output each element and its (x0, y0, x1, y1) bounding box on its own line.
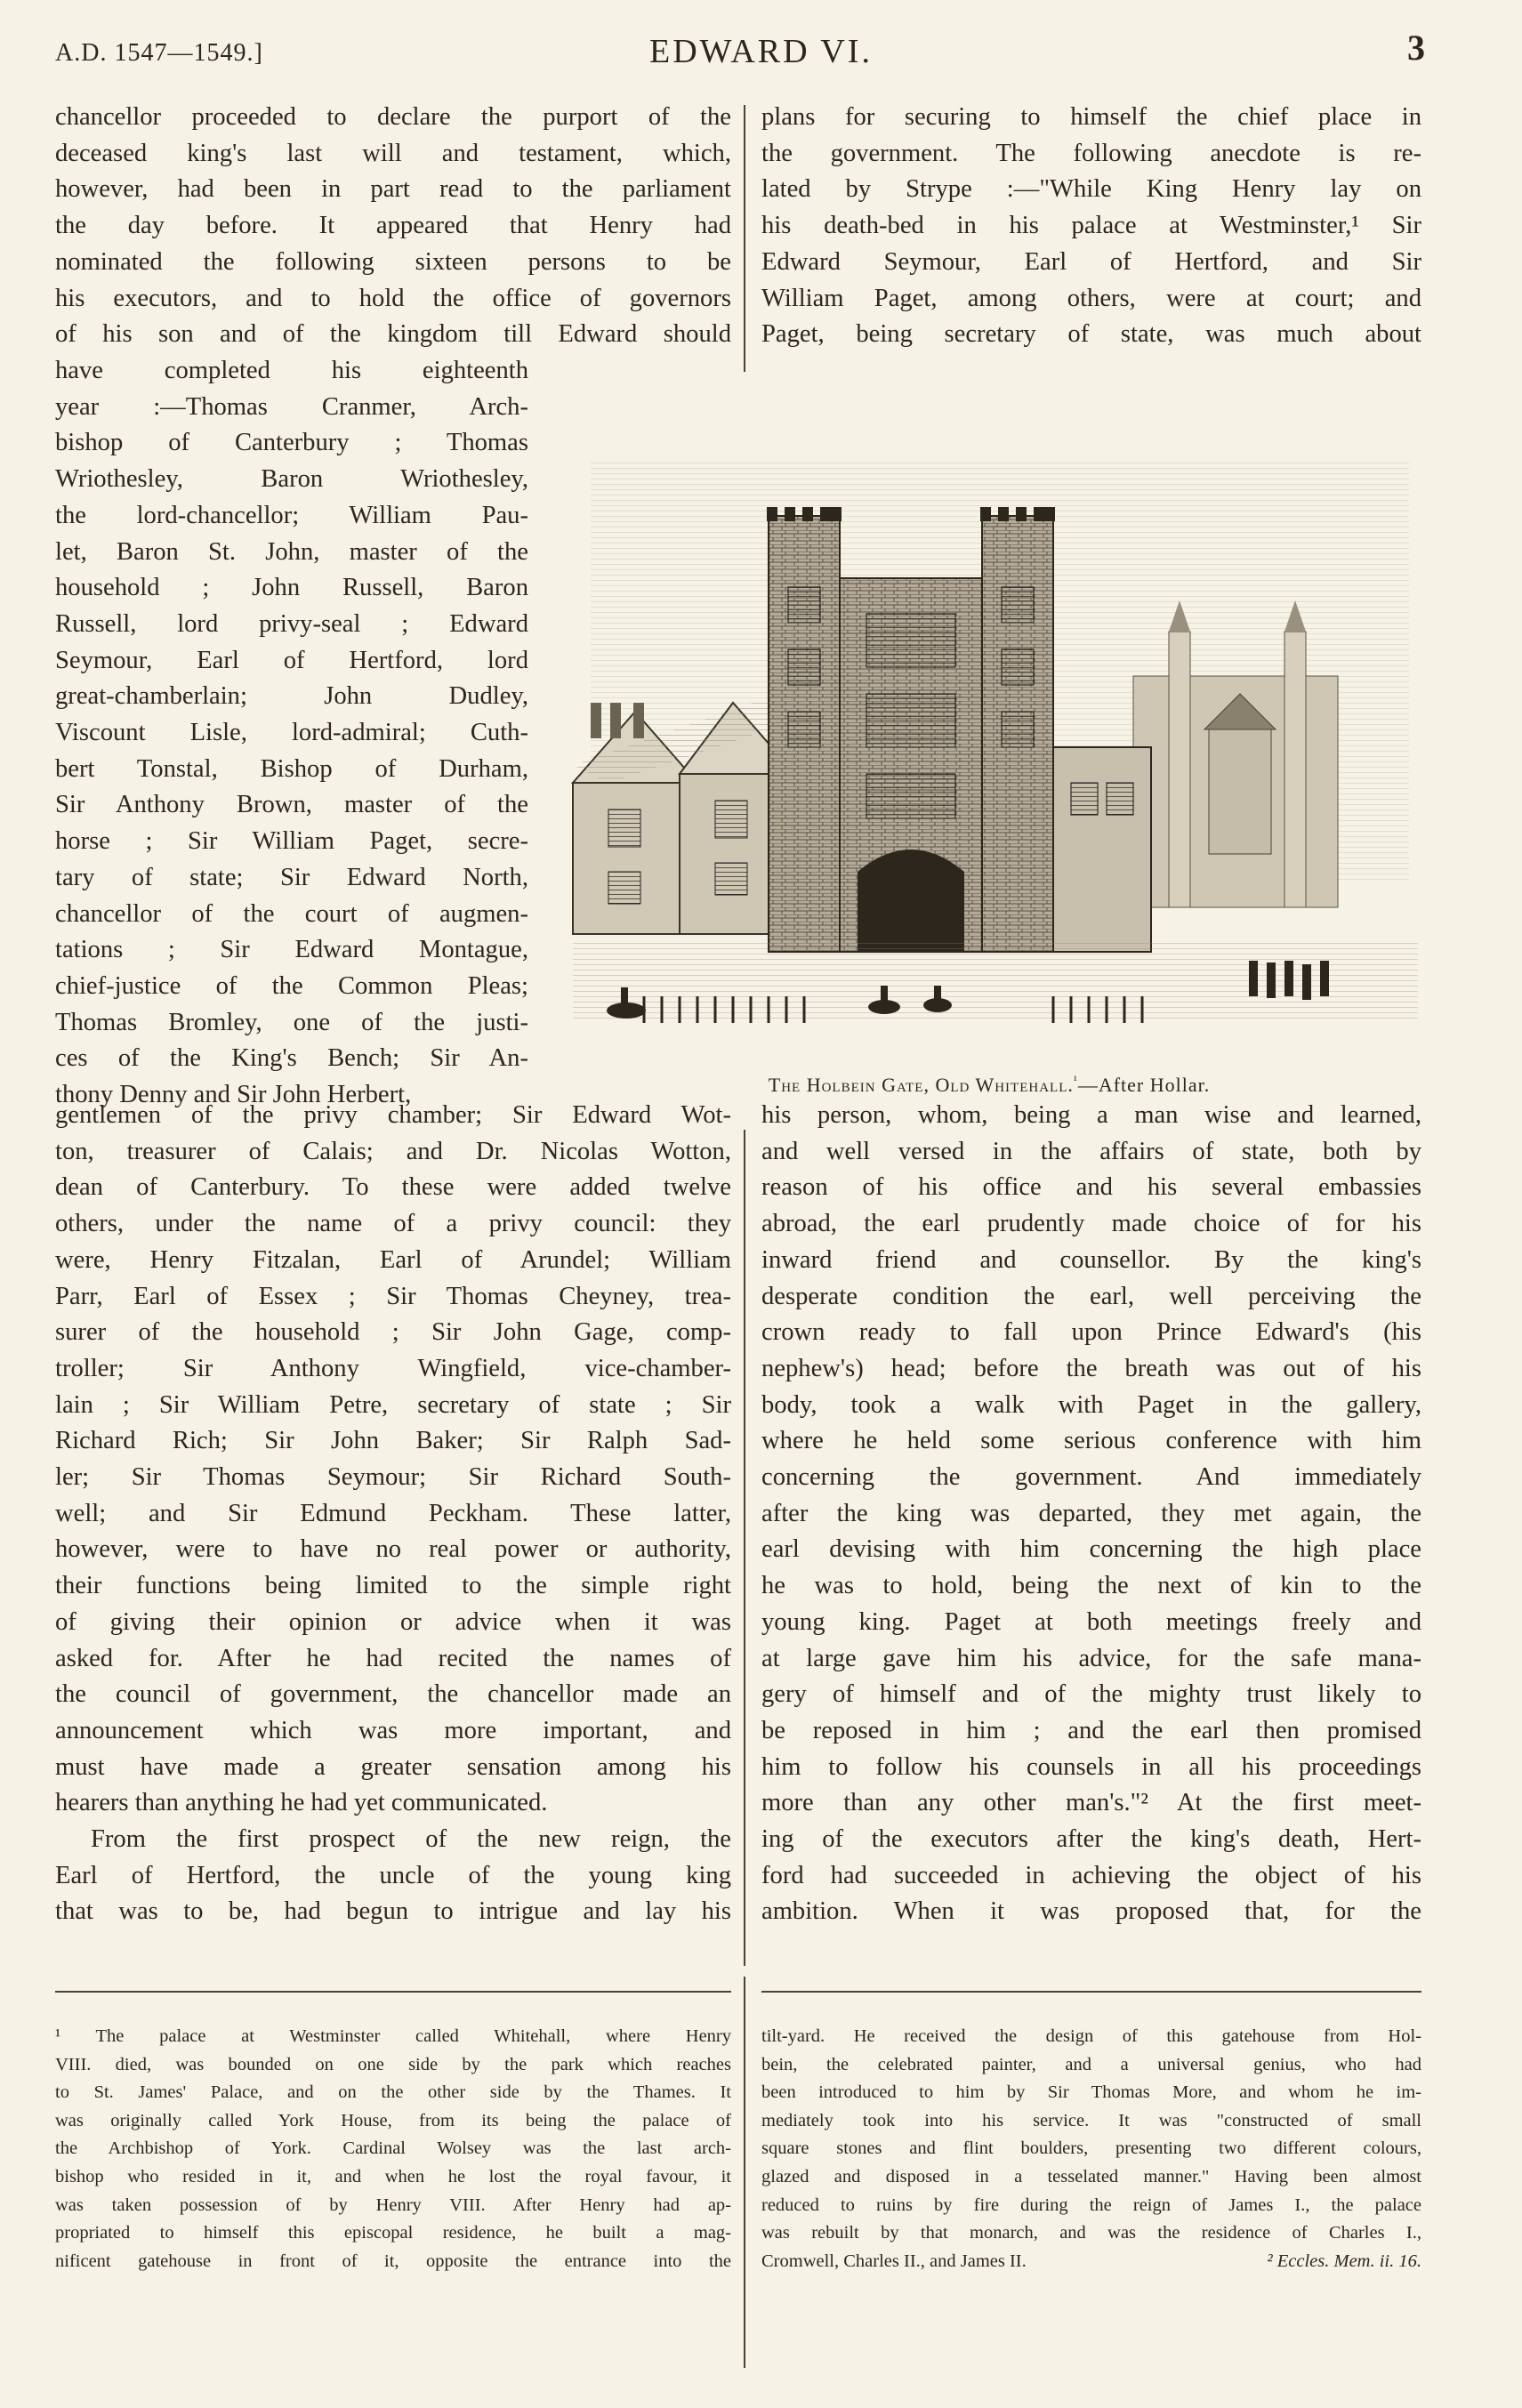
text-line: the Archbishop of York. Cardinal Wolsey was the last arch- (55, 2138, 731, 2159)
text-line: let, Baron St. John, master of the (55, 537, 528, 566)
text-line: crown ready to fall upon Prince Edward's (his (761, 1318, 1421, 1347)
text-line: plans for securing to himself the chief place in (761, 103, 1421, 131)
text-line: nominated the following sixteen persons to be (55, 247, 731, 276)
column-divider-top (744, 105, 745, 372)
footnote-last-line (761, 2248, 1421, 2276)
text-line: earl devising with him concerning the high place (761, 1535, 1421, 1564)
text-line: gery of himself and of the mighty trust likely to (761, 1680, 1421, 1709)
text-line: abroad, the earl prudently made choice of for his (761, 1210, 1421, 1238)
text-line: year :—Thomas Cranmer, Arch- (55, 392, 528, 421)
text-line: more than any other man's."² At the first meet- (761, 1789, 1421, 1817)
footnote-rule-left (55, 1991, 731, 1993)
text-line: inward friend and counsellor. By the king's (761, 1245, 1421, 1274)
text-line: young king. Paget at both meetings freely and (761, 1607, 1421, 1636)
footnote-last-text: Cromwell, Charles II., and James II. (761, 2251, 1027, 2271)
footnotes-left (55, 2023, 731, 2275)
text-line: Edward Seymour, Earl of Hertford, and Sir (761, 247, 1421, 276)
text-line: his executors, and to hold the office of governors (55, 284, 731, 312)
text-line: ing of the executors after the king's death, Hert- (761, 1825, 1421, 1854)
text-line: bein, the celebrated painter, and a universal genius, who had (761, 2054, 1421, 2074)
text-line: hearers than anything he had yet communicated. (55, 1789, 548, 1817)
text-line: asked for. After he had recited the names of (55, 1644, 731, 1672)
text-line: Parr, Earl of Essex ; Sir Thomas Cheyney, trea- (55, 1282, 731, 1310)
figure-holbein-gate (555, 409, 1423, 1067)
text-line: body, took a walk with Paget in the gallery, (761, 1390, 1421, 1419)
text-line: after the king was departed, they met again, the (761, 1499, 1421, 1527)
text-line: was taken possession of by Henry VIII. After Henry had ap- (55, 2195, 731, 2215)
text-line: reason of his office and his several embassies (761, 1173, 1421, 1202)
text-line: chancellor proceeded to declare the purport of the (55, 103, 731, 131)
text-line: lain ; Sir William Petre, secretary of state ; Sir (55, 1390, 731, 1419)
footnote-rule-right (761, 1991, 1421, 1993)
footnote-2-reference: ² Eccles. Mem. ii. 16. (1267, 2251, 1421, 2271)
column-left-bottom (55, 1098, 731, 1930)
text-line: troller; Sir Anthony Wingfield, vice-chamber- (55, 1354, 731, 1382)
text-line: reduced to ruins by fire during the reign of James I., the palace (761, 2195, 1421, 2215)
text-line: that was to be, had begun to intrigue and lay his (55, 1897, 731, 1926)
text-line: ambition. When it was proposed that, for the (761, 1897, 1421, 1926)
caption-title: The Holbein Gate, Old Whitehall. (768, 1074, 1074, 1096)
text-line: others, under the name of a privy council: they (55, 1210, 731, 1238)
text-line: to St. James' Palace, and on the other side by the Thames. It (55, 2082, 731, 2103)
caption-credit: —After Hollar. (1077, 1074, 1211, 1096)
text-line: Wriothesley, Baron Wriothesley, (55, 465, 528, 494)
text-line: nephew's) head; before the breath was out of his (761, 1354, 1421, 1382)
text-line: deceased king's last will and testament, which, (55, 139, 731, 167)
text-line: of giving their opinion or advice when it was (55, 1607, 731, 1636)
text-line: he was to hold, being the next of kin to the (761, 1572, 1421, 1600)
text-line: Russell, lord privy-seal ; Edward (55, 609, 528, 638)
text-line: Richard Rich; Sir John Baker; Sir Ralph Sad- (55, 1427, 731, 1455)
running-head-dates: A.D. 1547—1549.] (55, 39, 263, 67)
text-line: announcement which was more important, and (55, 1716, 731, 1744)
text-line: surer of the household ; Sir John Gage, comp- (55, 1318, 731, 1347)
text-line: well; and Sir Edmund Peckham. These latter, (55, 1499, 731, 1527)
text-line: thony Denny and Sir John Herbert, (55, 1081, 412, 1109)
text-line: however, were to have no real power or authority, (55, 1535, 731, 1564)
text-line: ford had succeeded in achieving the object of his (761, 1861, 1421, 1889)
caption-footnote-ref: ¹ (1073, 1073, 1078, 1087)
text-line: ler; Sir Thomas Seymour; Sir Richard South- (55, 1463, 731, 1492)
text-line: tations ; Sir Edward Montague, (55, 936, 528, 964)
column-left-narrow (55, 353, 528, 1114)
figure-caption (555, 1074, 1423, 1097)
text-line: and well versed in the affairs of state, both by (761, 1137, 1421, 1165)
text-line: chief-justice of the Common Pleas; (55, 971, 528, 1000)
text-line: glazed and disposed in a tesselated manner." Having been almost (761, 2166, 1421, 2187)
text-line: Thomas Bromley, one of the justi- (55, 1008, 528, 1036)
text-line: square stones and flint boulders, presenting two different colours, (761, 2138, 1421, 2159)
text-line: ces of the King's Bench; Sir An- (55, 1044, 528, 1073)
text-line: tary of state; Sir Edward North, (55, 863, 528, 891)
text-line: the day before. It appeared that Henry had (55, 212, 731, 240)
column-right-bottom (761, 1098, 1421, 1930)
text-line: Sir Anthony Brown, master of the (55, 791, 528, 819)
text-line: desperate condition the earl, well perceiving the (761, 1282, 1421, 1310)
text-line: bert Tonstal, Bishop of Durham, (55, 754, 528, 783)
text-line: his person, whom, being a man wise and learned, (761, 1101, 1421, 1129)
text-line: been introduced to him by Sir Thomas More, and whom he im- (761, 2082, 1421, 2103)
text-line: nificent gatehouse in front of it, opposite the entrance into the (55, 2251, 731, 2271)
page-number: 3 (1407, 28, 1426, 68)
text-line: horse ; Sir William Paget, secre- (55, 827, 528, 856)
text-line: him to follow his counsels in all his proceedings (761, 1752, 1421, 1781)
running-head-title: EDWARD VI. (649, 33, 873, 70)
text-line: Seymour, Earl of Hertford, lord (55, 646, 528, 674)
engraving-holbein-gate (555, 409, 1423, 1067)
column-left-top (55, 100, 731, 353)
text-line: Viscount Lisle, lord-admiral; Cuth- (55, 719, 528, 747)
text-line: household ; John Russell, Baron (55, 574, 528, 602)
text-line: was rebuilt by that monarch, and was the residence of Charles I., (761, 2223, 1421, 2243)
text-line: dean of Canterbury. To these were added twelve (55, 1173, 731, 1202)
text-line: was originally called York House, from its being the palace of (55, 2110, 731, 2130)
text-line: VIII. died, was bounded on one side by the park which reaches (55, 2054, 731, 2074)
text-line: Earl of Hertford, the uncle of the young king (55, 1861, 731, 1889)
text-line: bishop of Canterbury ; Thomas (55, 429, 528, 457)
column-right-top (761, 100, 1421, 353)
text-line: be reposed in him ; and the earl then promised (761, 1716, 1421, 1744)
text-line: great-chamberlain; John Dudley, (55, 682, 528, 711)
text-line: his death-bed in his palace at Westminster,¹ Sir (761, 212, 1421, 240)
text-line: of his son and of the kingdom till Edward should (55, 320, 731, 349)
text-line: tilt-yard. He received the design of this gatehouse from Hol- (761, 2026, 1421, 2046)
text-line: the lord-chancellor; William Pau- (55, 501, 528, 529)
text-line: were, Henry Fitzalan, Earl of Arundel; William (55, 1245, 731, 1274)
text-line: propriated to himself this episcopal residence, he built a mag- (55, 2223, 731, 2243)
text-line: bishop who resided in it, and when he lost the royal favour, it (55, 2166, 731, 2187)
text-line: the council of government, the chancellor made an (55, 1680, 731, 1709)
text-line: have completed his eighteenth (55, 357, 528, 384)
text-line: gentlemen of the privy chamber; Sir Edward Wot- (55, 1101, 731, 1129)
text-line: ¹ The palace at Westminster called Whitehall, where Henry (55, 2026, 731, 2046)
text-line: ton, treasurer of Calais; and Dr. Nicolas Wotton, (55, 1137, 731, 1165)
text-line: William Paget, among others, were at court; and (761, 284, 1421, 312)
text-line: the government. The following anecdote is re- (761, 139, 1421, 167)
text-line: lated by Strype :—"While King Henry lay on (761, 175, 1421, 204)
text-line: however, had been in part read to the parliament (55, 175, 731, 204)
text-line: their functions being limited to the simple right (55, 1572, 731, 1600)
text-line: Paget, being secretary of state, was much about (761, 320, 1421, 349)
text-line: must have made a greater sensation among his (55, 1752, 731, 1781)
text-line: where he held some serious conference with him (761, 1427, 1421, 1455)
text-line: chancellor of the court of augmen- (55, 899, 528, 928)
text-line: at large gave him his advice, for the safe mana- (761, 1644, 1421, 1672)
footnote-divider (744, 1977, 745, 2368)
text-line: From the first prospect of the new reign, the (91, 1825, 731, 1854)
text-line: concerning the government. And immediately (761, 1463, 1421, 1492)
footnotes-right (761, 2023, 1421, 2248)
column-divider-bottom (744, 1130, 745, 1966)
text-line: mediately took into his service. It was "constructed of small (761, 2110, 1421, 2130)
